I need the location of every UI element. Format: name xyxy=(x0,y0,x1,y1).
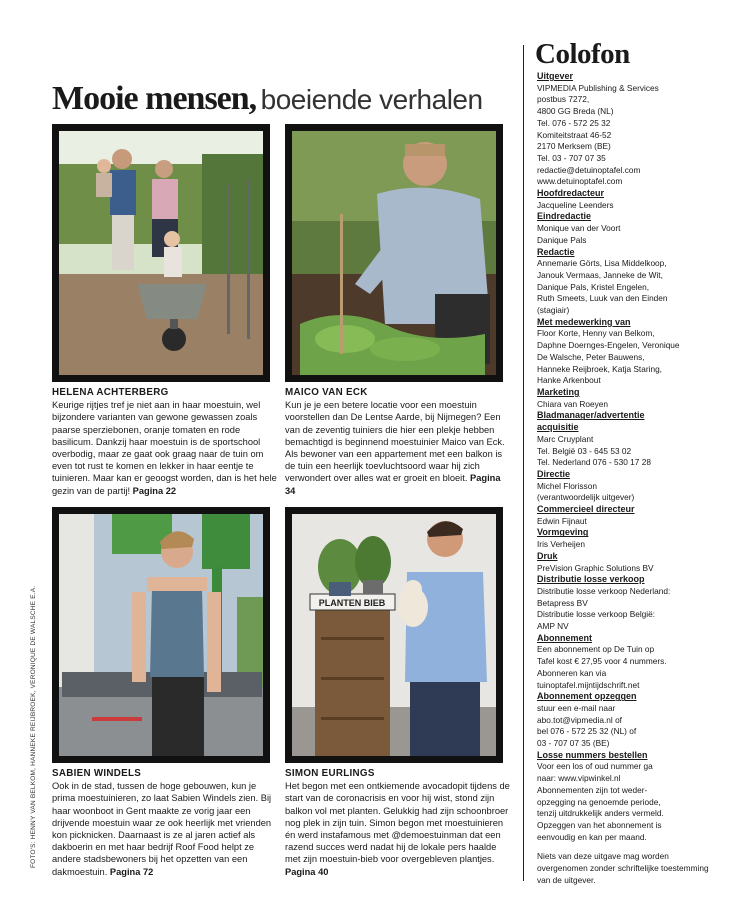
story-page: Pagina 40 xyxy=(285,866,329,877)
story-name: SIMON EURLINGS xyxy=(285,768,375,779)
story-name: HELENA ACHTERBERG xyxy=(52,387,169,398)
colofon-line: Danique Pals, Kristel Engelen, xyxy=(537,281,650,292)
colofon-line: De Walsche, Peter Bauwens, xyxy=(537,351,645,362)
story-text: Kun je je een betere locatie voor een moestuin voorstellen dan De Lentse Aarde, bij Nijmegen? Een van de zeventig tuiniers die hier een plekje hebben bemachtigd is beginnend moestuinier Maico van Eck. Als bewoner van een appartement met een balkon is de tuin een heerlijk toevluchtsoord waar hij zich verwondert over alles wat er groeit en bloeit. xyxy=(285,400,505,484)
colofon-line: abo.tot@vipmedia.nl of xyxy=(537,714,622,725)
colofon-line: naar: www.vipwinkel.nl xyxy=(537,773,621,784)
colofon-section-heading: Commercieel directeur xyxy=(537,504,635,515)
colofon-section-heading: Redactie xyxy=(537,246,575,257)
colofon-line: Daphne Doernges-Engelen, Veronique xyxy=(537,340,680,351)
colofon-section-heading: Bladmanager/advertentie xyxy=(537,410,645,421)
colofon-line: opzegging na genoemde periode, xyxy=(537,796,661,807)
photo-simon xyxy=(285,507,503,763)
colofon-line: Tel. Nederland 076 - 530 17 28 xyxy=(537,457,651,468)
colofon-line: Tel. 03 - 707 07 35 xyxy=(537,152,606,163)
colofon-section-heading: Directie xyxy=(537,468,571,479)
colofon-line: stuur een e-mail naar xyxy=(537,702,616,713)
colofon-section-heading: Abonnement xyxy=(537,632,592,643)
colofon-line: Janouk Vermaas, Janneke de Wit, xyxy=(537,269,663,280)
colofon-section-heading: Uitgever xyxy=(537,71,574,81)
colofon-line: bel 076 - 572 25 32 (NL) of xyxy=(537,726,637,737)
colofon-line: Tel. 076 - 572 25 32 xyxy=(537,117,611,128)
story-name: SABIEN WINDELS xyxy=(52,768,142,779)
colofon-line: Opzeggen van het abonnement is xyxy=(537,820,662,830)
colofon-line: Michel Florisson xyxy=(537,480,597,491)
colofon-line: eenvoudig en kan per maand. xyxy=(537,831,647,842)
story-maico xyxy=(285,387,513,497)
colofon-note: Niets van deze uitgave mag worden overgenomen zonder schriftelijke toestemming van de uitgever. xyxy=(537,851,709,885)
colofon-line: VIPMEDIA Publishing & Services xyxy=(537,82,659,93)
colofon-section-heading: Abonnement opzeggen xyxy=(537,691,637,702)
colofon-line: Een abonnement op De Tuin op xyxy=(537,644,655,655)
colofon-line: Ruth Smeets, Luuk van den Einden xyxy=(537,293,668,304)
colofon-line: Jacqueline Leenders xyxy=(537,199,614,210)
colofon-line: Betapress BV xyxy=(537,597,588,608)
colofon-line: Abonneren kan via xyxy=(537,667,607,678)
colofon-line: tenzij uitdrukkelijk anders vermeld. xyxy=(537,808,664,819)
page-headline xyxy=(52,80,483,118)
colofon-section-heading: Hoofdredacteur xyxy=(537,188,605,199)
colofon-line: www.detuinoptafel.com xyxy=(537,176,623,187)
story-simon xyxy=(285,768,513,878)
colofon-body xyxy=(537,71,717,887)
colofon-line: Abonnementen zijn tot weder- xyxy=(537,784,648,795)
story-sabien xyxy=(52,768,280,878)
colofon-line: Voor een los of oud nummer ga xyxy=(537,761,653,772)
colofon-line: Monique van der Voort xyxy=(537,223,621,234)
colofon-line: Annemarie Görts, Lisa Middelkoop, xyxy=(537,258,667,269)
colofon-line: (stagiair) xyxy=(537,305,570,316)
colofon-line: AMP NV xyxy=(537,621,569,632)
colofon-line: Hanke Arkenbout xyxy=(537,375,601,386)
colofon-line: Iris Verheijen xyxy=(537,539,585,550)
story-name: MAICO VAN ECK xyxy=(285,387,368,398)
story-page: Pagina 22 xyxy=(132,485,177,496)
colofon-section-heading: Eindredactie xyxy=(537,211,592,222)
story-text: Keurige rijtjes tref je niet aan in haar moestuin, wel bijzondere varianten van gewone gewassen zoals paarse sperziebonen, oranje tomaten en rode basilicum. Dankzij haar moestuin is de sportschool overbodig, maar ze gaat ook graag naar de tuin om even tot rust te komen en lekker in haar eentje te tuinieren. Maar kan er geoogst worden, dan is het hele gezin van de partij! xyxy=(52,400,277,496)
colofon-line: PreVision Graphic Solutions BV xyxy=(537,562,654,573)
colofon-line: Hanneke Reijbroek, Katja Staring, xyxy=(537,363,662,374)
story-text: Ook in de stad, tussen de hoge gebouwen, kun je prima moestuinieren, zo laat Sabien Windels zien. Bij haar woonboot in Gent maakte ze vorig jaar een drijvende moestuin waar ze ook heerlijk met vrienden kon picknicken. Daarnaast is ze al jaren actief als dakboerin en met haar bedrijf Roof Food helpt ze andere stadsbewoners bij het opzetten van een dakmoestuin. xyxy=(52,781,272,877)
story-page: Pagina 72 xyxy=(109,866,154,877)
photo-credit: FOTO'S: HENNY VAN BELKOM, HANNEKE REIJBROEK, VERONIQUE DE WALSCHE E.A. xyxy=(30,585,37,868)
photo-maico xyxy=(285,124,503,382)
colofon-section-heading: Vormgeving xyxy=(537,527,589,538)
story-helena xyxy=(52,387,280,497)
headline-light: boeiende verhalen xyxy=(260,84,483,115)
colofon-line: Danique Pals xyxy=(537,234,587,245)
colofon-line: Distributie losse verkoop Nederland: xyxy=(537,585,671,596)
colofon-line: postbus 7272, xyxy=(537,94,590,105)
colofon-section-heading: acquisitie xyxy=(537,422,579,433)
colofon-section-heading: Met medewerking van xyxy=(537,316,631,327)
colofon-line: 2170 Merksem (BE) xyxy=(537,141,611,152)
colofon-line: Floor Korte, Henny van Belkom, xyxy=(537,328,655,339)
photo-helena xyxy=(52,124,270,382)
colofon-line: Edwin Fijnaut xyxy=(537,515,587,526)
colofon-line: tuinoptafel.mijntijdschrift.net xyxy=(537,679,640,690)
colofon-line: Distributie losse verkoop België: xyxy=(537,609,656,620)
colofon-line: 4800 GG Breda (NL) xyxy=(537,106,614,117)
photo-sabien xyxy=(52,507,270,763)
colofon-line: redactie@detuinoptafel.com xyxy=(537,164,641,175)
colofon-line: Tafel kost € 27,95 voor 4 nummers. xyxy=(537,656,667,667)
headline-bold: Mooie mensen, xyxy=(52,80,257,117)
colofon-line: Marc Cruyplant xyxy=(537,433,594,444)
story-page: Pagina 34 xyxy=(285,473,501,496)
column-divider xyxy=(523,45,524,881)
colofon-title: Colofon xyxy=(535,38,630,70)
colofon-line: Komiteitstraat 46-52 xyxy=(537,129,612,140)
sign-text: PLANTEN BIEB xyxy=(318,598,386,608)
colofon-section-heading: Losse nummers bestellen xyxy=(537,749,648,760)
colofon-section-heading: Distributie losse verkoop xyxy=(537,574,645,585)
colofon-line: 03 - 707 07 35 (BE) xyxy=(537,738,610,749)
colofon-line: Chiara van Roeyen xyxy=(537,398,609,409)
story-text: Het begon met een ontkiemende avocadopit tijdens de start van de coronacrisis en voor hij wist, stond zijn balkon vol met planten. Gelukkig had zijn schoonbroer nog plek in zijn tuin. Simon begon met moestuinieren én werd instafamous met @demoestuinman dat een razend succes werd nadat hij de lokale pers haalde met zijn moestuin-bieb voor overgebleven plantjes. xyxy=(285,781,510,865)
colofon-section-heading: Druk xyxy=(537,550,558,561)
colofon-section-heading: Marketing xyxy=(537,386,580,397)
colofon-line: (verantwoordelijk uitgever) xyxy=(537,492,635,503)
colofon-line: Tel. België 03 - 645 53 02 xyxy=(537,445,632,456)
